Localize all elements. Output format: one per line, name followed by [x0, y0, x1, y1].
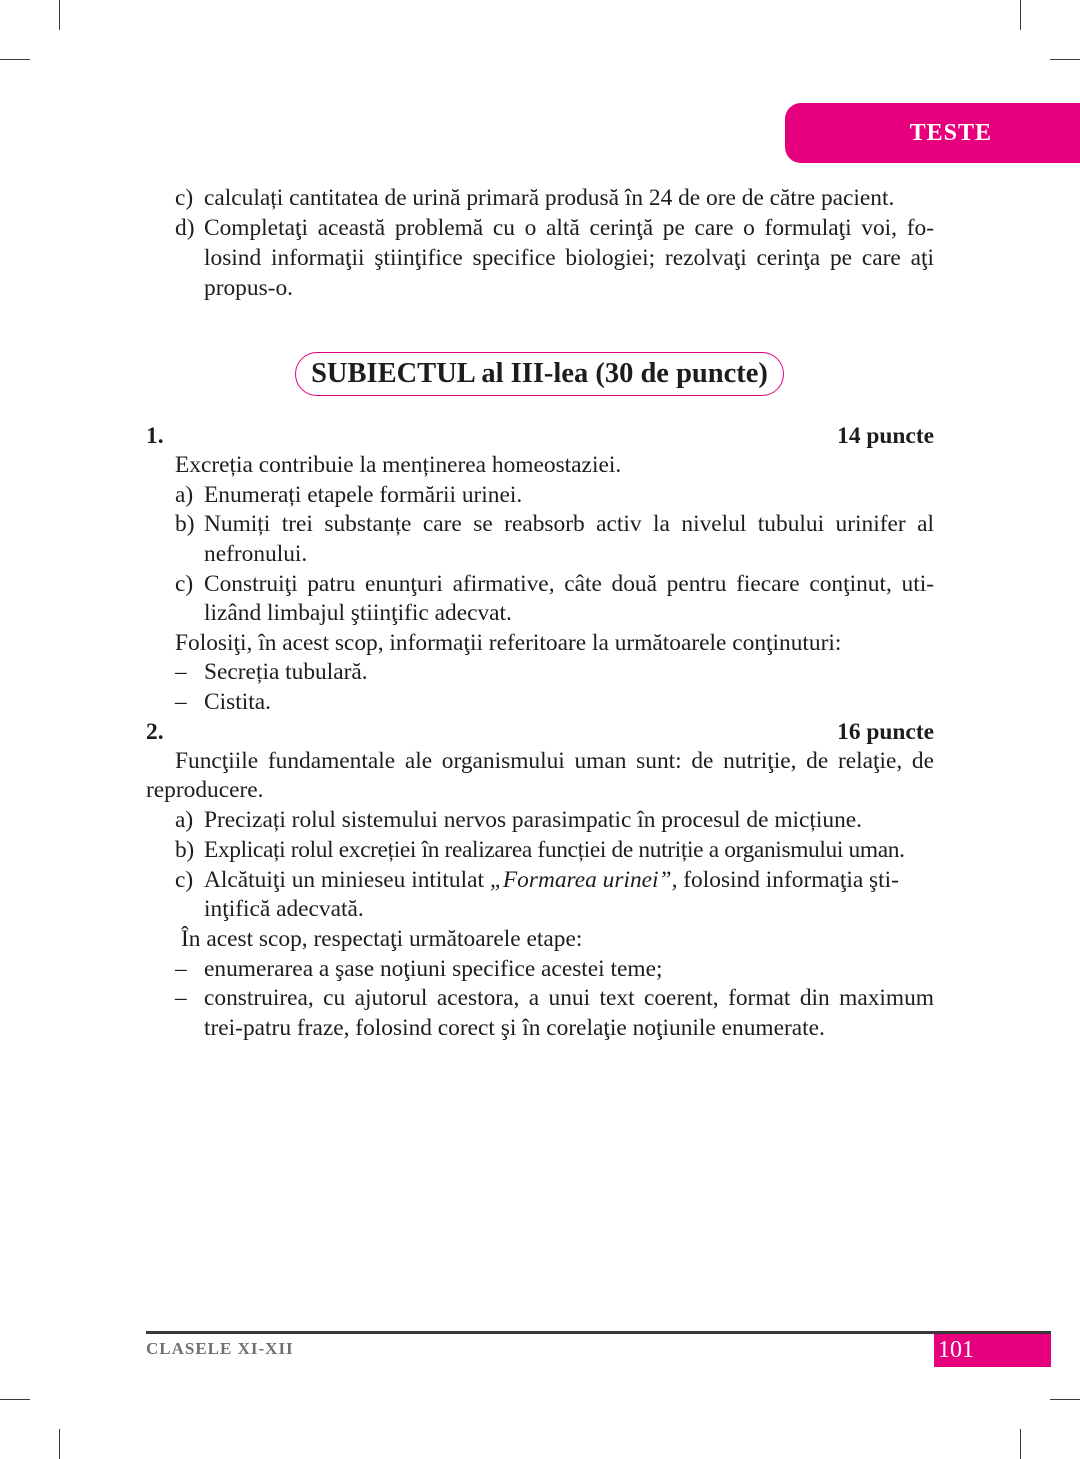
- question-a: [175, 480, 522, 510]
- question-c-cont: inţifică adecvată.: [204, 896, 364, 922]
- item-label: c): [175, 867, 194, 893]
- item-intro: Excreția contribuie la menținerea homeostaziei.: [175, 452, 622, 478]
- item-note: Folosiţi, în acest scop, informaţii referitoare la următoarele conţinuturi:: [175, 630, 842, 656]
- question-b: [175, 509, 934, 539]
- item-text: Completaţi această problemă cu o altă cerinţă pe care o formulaţi voi, fo-: [204, 215, 934, 241]
- crop-mark: [59, 1429, 60, 1459]
- dash: –: [175, 689, 187, 715]
- crop-mark: [1050, 1399, 1080, 1400]
- section-title: SUBIECTUL al III-lea (30 de puncte): [295, 352, 784, 396]
- list-item-cont: trei-patru fraze, folosind corect şi în corelaţie noţiunile enumerate.: [204, 1015, 825, 1041]
- item-text: Enumerați etapele formării urinei.: [204, 482, 523, 508]
- dash: –: [175, 956, 187, 982]
- crop-mark: [1020, 1429, 1021, 1459]
- list-item: [175, 657, 368, 687]
- dash: –: [175, 985, 187, 1011]
- list-item: [175, 687, 271, 717]
- crop-mark: [0, 1399, 30, 1400]
- question-d-cont: propus-o.: [204, 275, 294, 301]
- item-label: b): [175, 511, 195, 537]
- crop-mark: [59, 0, 60, 30]
- item-text: Cistita.: [204, 689, 271, 715]
- item-note: În acest scop, respectaţi următoarele etape:: [181, 926, 583, 952]
- item-label: d): [175, 215, 195, 241]
- item-intro-cont: reproducere.: [146, 777, 264, 803]
- question-c: [175, 865, 899, 895]
- question-d-cont: losind informaţii ştiinţifice specifice biologiei; rezolvaţi cerinţa pe care aţi: [204, 245, 934, 271]
- item-number: 2.: [146, 719, 164, 745]
- item-label: a): [175, 482, 194, 508]
- page-number: 101: [934, 1334, 1051, 1367]
- question-a: [175, 805, 862, 835]
- crop-mark: [1050, 59, 1080, 60]
- item-text: Explicați rolul excreției în realizarea funcției de nutriție a organismului uman.: [204, 837, 905, 863]
- list-item: [175, 954, 662, 984]
- essay-title: „Formarea urinei”,: [489, 867, 678, 893]
- crop-mark: [0, 59, 30, 60]
- dash: –: [175, 659, 187, 685]
- section-tab: TESTE: [785, 103, 1080, 163]
- question-b: [175, 835, 905, 865]
- item-text: Secreția tubulară.: [204, 659, 368, 685]
- item-text: Numiți trei substanțe care se reabsorb activ la nivelul tubului urinifer al: [204, 511, 934, 537]
- question-c-cont: lizând limbajul ştiinţific adecvat.: [204, 600, 512, 626]
- item-label: b): [175, 837, 194, 863]
- question-d: [175, 213, 934, 243]
- question-c: [175, 569, 934, 599]
- crop-mark: [1020, 0, 1021, 30]
- footer-label: CLASELE XI-XII: [146, 1339, 294, 1358]
- question-c: [175, 183, 894, 213]
- item-intro: Funcţiile fundamentale ale organismului uman sunt: de nutriţie, de relaţie, de: [175, 748, 934, 774]
- item-label: c): [175, 185, 194, 211]
- item-number: 1.: [146, 423, 164, 449]
- list-item: [175, 983, 934, 1013]
- item-label: a): [175, 807, 194, 833]
- item-points: 14 puncte: [837, 423, 934, 449]
- footer-rule: [146, 1331, 1051, 1334]
- item-text: Precizați rolul sistemului nervos parasimpatic în procesul de micțiune.: [204, 807, 863, 833]
- item-text: Construiţi patru enunţuri afirmative, câte două pentru fiecare conţinut, uti-: [204, 571, 934, 597]
- item-text: Alcătuiţi un minieseu intitulat: [204, 867, 490, 893]
- item-label: c): [175, 571, 194, 597]
- item-text: calculați cantitatea de urină primară produsă în 24 de ore de către pacient.: [204, 185, 895, 211]
- item-points: 16 puncte: [837, 719, 934, 745]
- question-b-cont: nefronului.: [204, 541, 308, 567]
- item-text: construirea, cu ajutorul acestora, a unui text coerent, format din maximum: [204, 985, 934, 1011]
- item-text: folosind informaţia şti-: [677, 867, 899, 893]
- item-text: enumerarea a şase noţiuni specifice acestei teme;: [204, 956, 663, 982]
